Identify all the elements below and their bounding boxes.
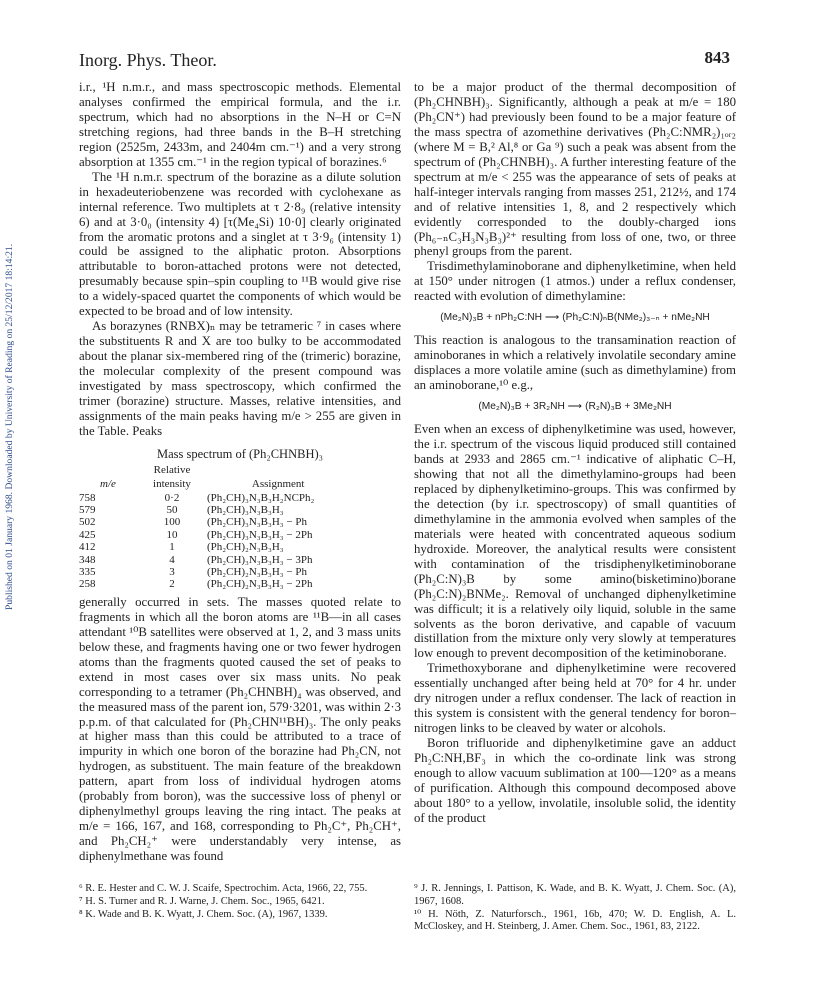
footnote: ⁶ R. E. Hester and C. W. J. Scaife, Spectrochim. Acta, 1966, 22, 755. — [79, 883, 368, 894]
cell-assignment: (Ph₂CH)₃N₃B₃H₃ − 2Ph — [207, 528, 313, 541]
cell-assignment: (Ph₂CH)₂N₃B₃H₃ − 2Ph — [207, 578, 313, 591]
table-body — [79, 492, 314, 591]
footnote: ⁸ K. Wade and B. K. Wyatt, J. Chem. Soc. (A), 1967, 1339. — [79, 908, 328, 920]
left-column — [79, 80, 401, 864]
table-row — [79, 566, 314, 578]
footnotes-left — [79, 883, 401, 921]
cell-me: 502 — [79, 516, 96, 529]
cell-assignment: (Ph₂CH)₃N₃B₃H₃ — [207, 504, 284, 517]
paragraph: The ¹H n.m.r. spectrum of the borazine as a dilute solution in hexadeuteriobenzene was recorded with cyclohexane as internal reference. Two multiplets at τ 2·8₉ (relative intensity 6) and at 3·0₀ (intensity 4) [τ(Me₄Si) 10·0] clearly originated from the aromatic protons and a singlet at τ 3·9₆ (intensity 1) could be assigned to the aliphatic proton. Absorptions attributable to boron-attached protons were not detected, presumably because spin–spin coupling to ¹¹B would give rise to a widely-spaced quartet the components of which would be expected to be broad and of low intensity. — [79, 169, 401, 319]
paragraph: to be a major product of the thermal decomposition of (Ph₂CHNBH)₃. Significantly, although a peak at m/e = 180 (Ph₂CN⁺) had previously been found to be a major feature of the mass spectra of azomethine derivatives (Ph₂C:NMR₂)₁ₒᵣ₂ (where M = B,² Al,⁸ or Ga ⁹) such a peak was absent from the spectrum of (Ph₂CHNBH)₃. A further interesting feature of the spectrum at m/e < 255 was the appearance of sets of peaks at half-integer intervals ranging from masses 251, 212½, and 174 and of relative intensities 1, 8, and 2 respectively which evidently corresponded to the doubly-charged ions (Ph₆₋ₙC₃H₃N₃B₃)²⁺ resulting from loss of one, two, or three phenyl groups from the parent. — [414, 80, 736, 259]
cell-me: 348 — [79, 553, 96, 566]
table-row — [79, 541, 314, 553]
cell-assignment: (Ph₂CH)₃N₃B₃H₂NCPh₂ — [207, 491, 315, 504]
footnotes-right — [414, 883, 736, 934]
cell-intensity: 0·2 — [164, 491, 180, 504]
table — [79, 463, 314, 591]
cell-intensity: 2 — [169, 578, 175, 591]
table-row — [79, 492, 314, 504]
equation: (Me₂N)₃B + nPh₂C:NH ⟶ (Ph₂C:N)ₙB(NMe₂)₃₋ₙ + nMe₂NH — [440, 312, 710, 324]
paragraph: generally occurred in sets. The masses quoted relate to fragments in which all the boron atoms are ¹¹B—in all cases attendant ¹⁰B satellites were observed at 1, 2, and 3 mass units below these, and fragments having one or two fewer hydrogen atoms than the fragments quoted caused the set of peaks to extend in most cases over six mass units. No peak corresponding to a tetramer (Ph₂CHNBH)₄ was observed, and the measured mass of the parent ion, 579·3201, was within 2·3 p.p.m. of that calculated for (Ph₂CHN¹¹BH)₃. The only peaks at higher mass than this could be attributed to a trace of impurity in which one boron of the borazine had Ph₂CN, not hydrogen, as substituent. The main feature of the breakdown pattern, apart from loss of individual hydrogen atoms (probably from boron), was the successive loss of phenyl or diphenylmethyl groups leaving the ring intact. The peaks at m/e = 166, 167, and 168, corresponding to Ph₂C⁺, Ph₂CH⁺, and Ph₂CH₂⁺ were understandably very intense, as diphenylmethane was found — [79, 594, 401, 864]
cell-intensity: 100 — [163, 516, 181, 529]
equation: (Me₂N)₃B + 3R₂NH ⟶ (R₂N)₃B + 3Me₂NH — [478, 401, 672, 413]
table-row — [79, 504, 314, 516]
paragraph: As borazynes (RNBX)ₙ may be tetrameric ⁷ in cases where the substituents R and X are too bulky to be accommodated about the planar six-membered ring of the (trimeric) borazine, the molecular complexity of the present compound was investigated by mass spectroscopy, which confirmed the trimer (borazine) structure. Masses, relative intensities, and assignments of the main peaks having m/e > 255 are given in the Table. Peaks — [79, 319, 401, 438]
column-header-me: m/e — [100, 478, 116, 491]
cell-me: 758 — [79, 491, 96, 504]
column-header — [207, 463, 314, 477]
cell-intensity: 1 — [169, 541, 175, 554]
table-row — [79, 529, 314, 541]
paragraph: i.r., ¹H n.m.r., and mass spectroscopic methods. Elemental analyses confirmed the empirical formula, and the i.r. spectrum, which had no absorptions in the N–H or C=N stretching regions, had three bands in the B–H stretching region (2525m, 2433m, and 2404m cm.⁻¹) and a very strong absorption at 1355 cm.⁻¹ in the region typical of borazines.⁶ — [79, 80, 401, 169]
cell-me: 258 — [79, 578, 96, 591]
column-header — [79, 463, 137, 477]
download-notice-sidebar — [3, 180, 19, 610]
table-row — [79, 516, 314, 528]
running-header-journal: Inorg. Phys. Theor. — [79, 50, 217, 70]
table-row — [79, 554, 314, 566]
cell-intensity: 4 — [169, 553, 175, 566]
column-header: Relative — [153, 463, 191, 476]
paragraph: Boron trifluoride and diphenylketimine gave an adduct Ph₂C:NH,BF₃ in which the co-ordinate link was strong enough to allow vacuum sublimation at 100—120° as a means of purification. Although this compound decomposed above about 180° to a yellow, involatile, insoluble solid, the identity of the product — [414, 736, 736, 825]
cell-assignment: (Ph₂CH)₃N₃B₃H₃ − 3Ph — [207, 553, 313, 566]
cell-intensity: 50 — [166, 504, 178, 517]
paragraph: This reaction is analogous to the transamination reaction of aminoboranes in which a relatively involatile secondary amine displaces a more volatile amine (such as dimethylamine) from an aminoborane,¹⁰ e.g., — [414, 333, 736, 393]
cell-me: 412 — [79, 541, 96, 554]
cell-assignment: (Ph₂CH)₂N₃B₃H₃ − Ph — [207, 566, 307, 579]
cell-me: 335 — [79, 566, 96, 579]
cell-assignment: (Ph₂CH)₃N₃B₃H₃ − Ph — [207, 516, 307, 529]
footnote: ⁹ J. R. Jennings, I. Pattison, K. Wade, and B. K. Wyatt, J. Chem. Soc. (A), 1967, 1608. — [414, 883, 736, 907]
table-header-row — [79, 477, 314, 491]
table-header-row — [79, 463, 314, 477]
table-title: Mass spectrum of (Ph₂CHNBH)₃ — [157, 446, 323, 461]
cell-assignment: (Ph₂CH)₂N₃B₃H₃ — [207, 541, 284, 554]
right-column — [414, 80, 736, 826]
footnote: ¹⁰ H. Nöth, Z. Naturforsch., 1961, 16b, 470; W. D. English, A. L. McCloskey, and H. Steinberg, J. Amer. Chem. Soc., 1961, 83, 2122. — [414, 908, 736, 933]
cell-intensity: 10 — [166, 528, 178, 541]
paragraph: Even when an excess of diphenylketimine was used, however, the i.r. spectrum of the viscous liquid produced still contained bands at 2933 and 2865 cm.⁻¹ indicative of aliphatic C–H, showing that not all the dimethylamino-groups had been replaced by diphenylketimino-groups. This was confirmed by the detection (by i.r. spectroscopy) of small quantities of dimethylamine in the ammonia evolved when samples of the materials were heated with concentrated aqueous sodium hydroxide. Moreover, the analytical results were consistent with contamination of the trisdiphenylketiminoborane (Ph₂C:N)₃B by some amino(bisketimino)borane (Ph₂C:N)₂BNMe₂. Removal of unchanged diphenylketimine was difficult; it is a relatively oily liquid, soluble in the same solvents as the boron derivative, and capable of vacuum distillation from the mixture only very slowly at temperatures low enough to prevent decomposition of the ketiminoborane. — [414, 422, 736, 661]
table-row — [79, 578, 314, 590]
cell-intensity: 3 — [169, 566, 175, 579]
column-header-assignment: Assignment — [251, 478, 305, 491]
cell-me: 579 — [79, 504, 96, 517]
column-header-intensity: intensity — [153, 478, 191, 491]
download-notice-text: Published on 01 January 1968. Downloaded by University of Reading on 25/12/2017 18:14:21. — [4, 243, 15, 610]
paragraph: Trimethoxyborane and diphenylketimine were recovered essentially unchanged after being held at 70° for 4 hr. under dry nitrogen under a reflux condenser. The lack of reaction in this system is consistent with the general tendency for boron–nitrogen links to be cleaved by water or alcohols. — [414, 661, 736, 736]
paragraph: Trisdimethylaminoborane and diphenylketimine, when held at 150° under nitrogen (1 atmos.) under a reflux condenser, reacted with evolution of dimethylamine: — [414, 259, 736, 304]
page-number: 843 — [704, 48, 730, 67]
cell-me: 425 — [79, 528, 96, 541]
mass-spectrum-table — [79, 447, 401, 591]
footnote: ⁷ H. S. Turner and R. J. Warne, J. Chem. Soc., 1965, 6421. — [79, 895, 325, 907]
